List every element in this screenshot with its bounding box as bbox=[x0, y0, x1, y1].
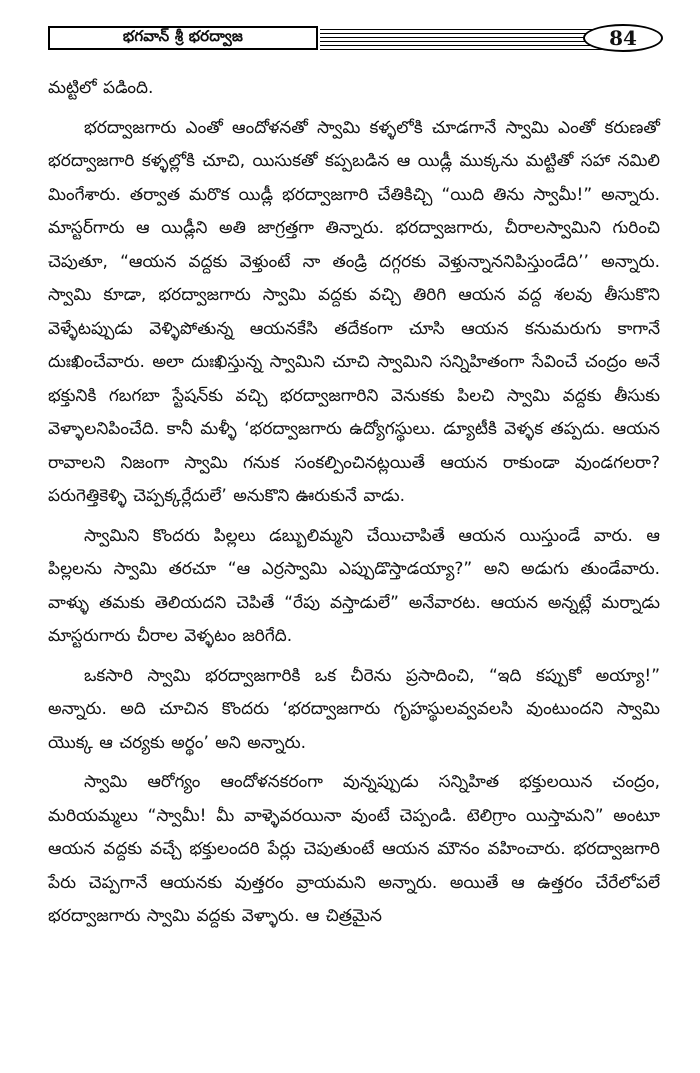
header-rule bbox=[320, 49, 615, 50]
header-rule bbox=[320, 37, 615, 38]
header-rule bbox=[320, 41, 615, 42]
header-rule-lines bbox=[320, 26, 615, 50]
header-rule bbox=[320, 45, 615, 46]
paragraph: భరద్వాజగారు ఎంతో ఆందోళనతో స్వామి కళ్ళలోకి చూడగానే స్వామి ఎంతో కరుణతో భరద్వాజగారి కళ్ళల్లోకి చూచి, యిసుకతో కప్పబడిన ఆ యిడ్లీ ముక్కను మట్టితో సహా నమిలి మింగేశారు. తర్వాత మరొక యిడ్లీ భరద్వాజగారి చేతికిచ్చి “యిది తిను స్వామీ!” అన్నారు. మాస్టర్‌గారు ఆ యిడ్లీని అతి జాగ్రత్తగా తిన్నారు. భరద్వాజగారు, చీరాలస్వామిని గురించి చెపుతూ, “ఆయన వద్దకు వెళ్తుంటే నా తండ్రి దగ్గరకు వెళ్తున్నాననిపిస్తుండేది’’ అన్నారు. స్వామి కూడా, భరద్వాజగారు స్వామి వద్దకు వచ్చి తిరిగి ఆయన వద్ద శలవు తీసుకొని వెళ్ళేటప్పుడు వెళ్ళిపోతున్న ఆయనకేసి తదేకంగా చూసి ఆయన కనుమరుగు కాగానే దుఃఖించేవారు. అలా దుఃఖిస్తున్న స్వామిని చూచి స్వామిని సన్నిహితంగా సేవించే చంద్రం అనే భక్తునికి గబగబా స్టేషన్‌కు వచ్చి భరద్వాజగారిని వెనుకకు పిలచి స్వామి వద్దకు తీసుకు వెళ్ళాలనిపించేది. కానీ మళ్ళీ ‘భరద్వాజగారు ఉద్యోగస్థులు. డ్యూటీకి వెళ్ళక తప్పదు. ఆయన రావాలని నిజంగా స్వామి గనుక సంకల్పించినట్లయితే ఆయన రాకుండా వుండగలరా? పరుగెత్తికెళ్ళి చెప్పక్కర్లేదులే’ అనుకొని ఊరుకునే వాడు. bbox=[48, 117, 660, 506]
header-rule bbox=[320, 29, 615, 30]
paragraph: స్వామి ఆరోగ్యం ఆందోళనకరంగా వున్నప్పుడు సన్నిహిత భక్తులయిన చంద్రం, మరియమ్మలు “స్వామీ! మీ వాళ్ళెవరయినా వుంటే చెప్పండి. టెలిగ్రాం యిస్తామని” అంటూ ఆయన వద్దకు వచ్చే భక్తులందరి పేర్లు చెపుతుంటే ఆయన మౌనం వహించారు. భరద్వాజగారి పేరు చెప్పగానే ఆయనకు వుత్తరం వ్రాయమని అన్నారు. అయితే ఆ ఉత్తరం చేరేలోపలే భరద్వాజగారు స్వామి వద్దకు వెళ్ళారు. ఆ చిత్రమైన bbox=[48, 772, 660, 926]
body-text bbox=[48, 72, 660, 940]
paragraph: ఒకసారి స్వామి భరద్వాజగారికి ఒక చీరెను ప్రసాదించి, “ఇది కప్పుకో అయ్యా!” అన్నారు. అది చూచిన కొందరు ‘భరద్వాజగారు గృహస్థులవ్వవలసి వుంటుందని స్వామి యొక్క ఆ చర్యకు అర్థం’ అని అన్నారు. bbox=[48, 665, 660, 753]
running-header bbox=[48, 24, 660, 54]
running-title: భగవాన్ శ్రీ భరద్వాజ bbox=[48, 26, 318, 50]
page-number: 84 bbox=[583, 24, 663, 52]
paragraph: స్వామిని కొందరు పిల్లలు డబ్బులిమ్మని చేయిచాపితే ఆయన యిస్తుండే వారు. ఆ పిల్లలను స్వామి తరచూ “ఆ ఎర్రస్వామి ఎప్పుడొస్తాడయ్యా?” అని అడుగు తుండేవారు. వాళ్ళు తమకు తెలియదని చెపితే “రేపు వస్తాడులే” అనేవారట. ఆయన అన్నట్లే మర్నాడు మాస్టరుగారు చీరాల వెళ్ళటం జరిగేది. bbox=[48, 525, 660, 646]
header-rule bbox=[320, 33, 615, 34]
paragraph: మట్టిలో పడింది. bbox=[48, 78, 154, 98]
